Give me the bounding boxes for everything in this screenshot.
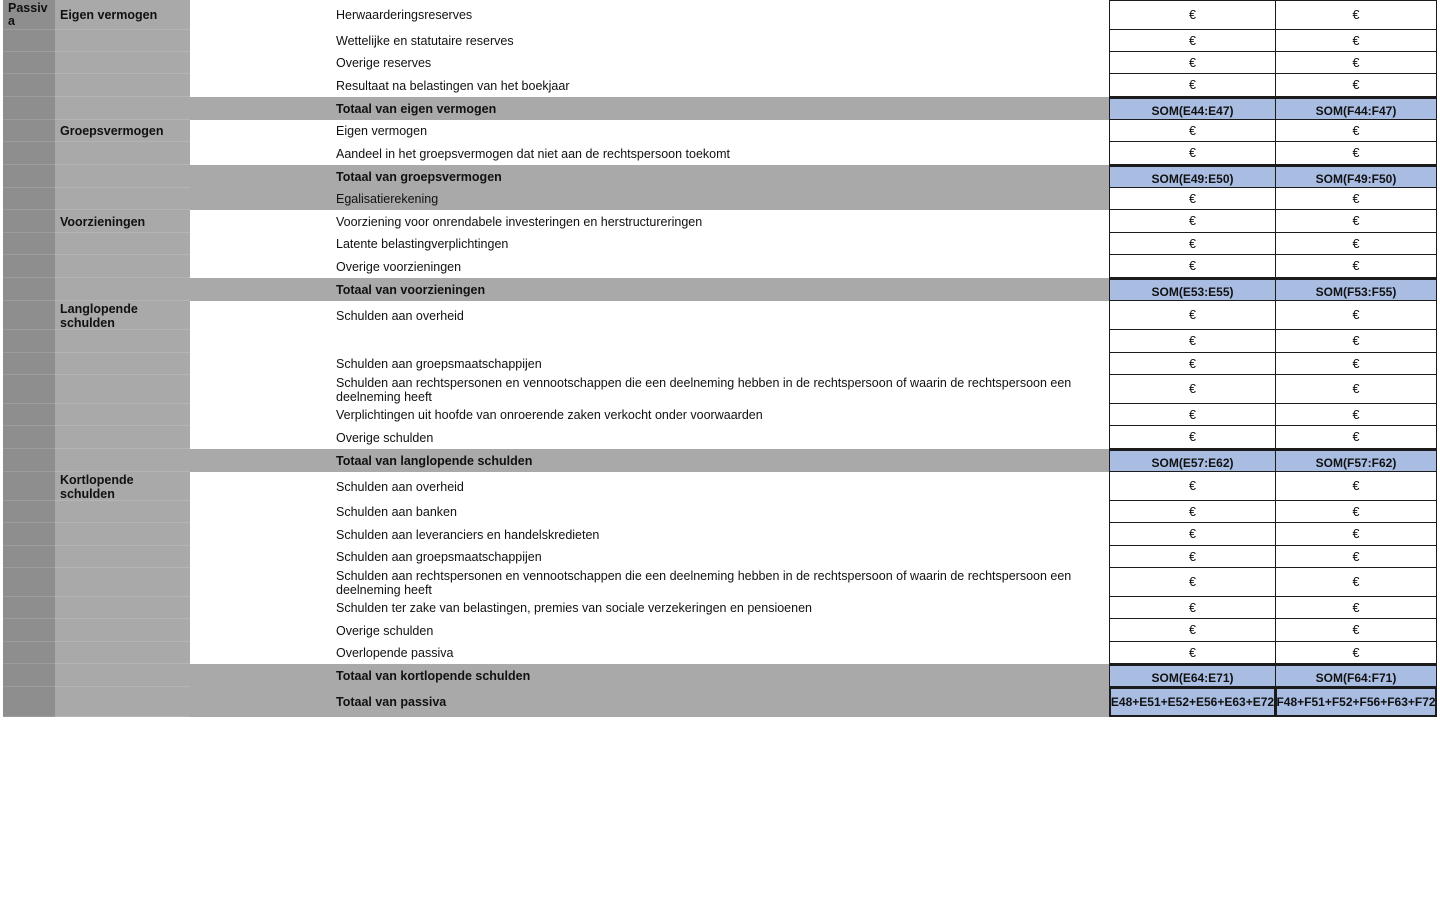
row-label: Schulden aan rechtspersonen en vennootschappen die een deelneming hebben in de rechtspersoon of waarin de rechtspersoon een deelneming heeft (336, 568, 1072, 597)
value-cell-current-year[interactable]: € (1109, 404, 1276, 426)
table-row (3, 330, 1437, 353)
grand-total-row (3, 687, 1437, 717)
row-label: Overige voorzieningen (336, 259, 462, 274)
value-cell-prior-year[interactable]: € (1276, 142, 1437, 165)
table-row (3, 375, 1437, 404)
value-cell-prior-year[interactable]: € (1276, 375, 1437, 404)
total-label: Totaal van kortlopende schulden (336, 668, 531, 683)
row-label (336, 330, 1096, 353)
table-row (3, 301, 1437, 330)
row-label: Aandeel in het groepsvermogen dat niet aan de rechtspersoon toekomt (336, 146, 731, 161)
table-row (3, 523, 1437, 546)
value-cell-prior-year[interactable]: € (1276, 568, 1437, 597)
row-label: Eigen vermogen (336, 124, 428, 138)
formula-cell-prior-year[interactable]: SOM(F53:F55) (1276, 278, 1437, 301)
total-label: Totaal van voorzieningen (336, 282, 486, 297)
value-cell-current-year[interactable]: € (1109, 501, 1276, 523)
table-row (3, 642, 1437, 664)
table-row (3, 142, 1437, 165)
table-row (3, 30, 1437, 52)
table-row (3, 597, 1437, 619)
row-label: Resultaat na belastingen van het boekjaar (336, 78, 570, 93)
value-cell-current-year[interactable]: € (1109, 74, 1276, 97)
table-row (3, 619, 1437, 642)
value-cell-current-year[interactable]: € (1109, 120, 1276, 142)
row-label: Egalisatierekening (336, 192, 439, 206)
value-cell-prior-year[interactable]: € (1276, 619, 1437, 642)
table-row (3, 404, 1437, 426)
value-cell-current-year[interactable]: € (1109, 619, 1276, 642)
formula-cell-current-year[interactable]: SOM(E44:E47) (1109, 97, 1276, 120)
row-label: Overige schulden (336, 430, 434, 445)
total-row (3, 165, 1437, 188)
value-cell-prior-year[interactable]: € (1276, 501, 1437, 523)
table-row (3, 188, 1437, 210)
total-row (3, 278, 1437, 301)
grand-total-label: Totaal van passiva (336, 695, 447, 709)
value-cell-current-year[interactable]: € (1109, 472, 1276, 501)
total-label: Totaal van langlopende schulden (336, 453, 533, 468)
value-cell-current-year[interactable]: € (1109, 546, 1276, 568)
value-cell-current-year[interactable]: € (1109, 0, 1276, 30)
value-cell-prior-year[interactable]: € (1276, 404, 1437, 426)
grand-total-formula-current-year[interactable]: E48+E51+E52+E56+E63+E72 (1109, 687, 1276, 717)
value-cell-prior-year[interactable]: € (1276, 597, 1437, 619)
row-label: Schulden ter zake van belastingen, premies van sociale verzekeringen en pensioenen (336, 601, 812, 615)
formula-cell-current-year[interactable]: SOM(E64:E71) (1109, 664, 1276, 687)
value-cell-current-year[interactable]: € (1109, 142, 1276, 165)
value-cell-prior-year[interactable]: € (1276, 353, 1437, 375)
value-cell-prior-year[interactable]: € (1276, 330, 1437, 353)
value-cell-current-year[interactable]: € (1109, 255, 1276, 278)
row-label: Overige reserves (336, 56, 432, 70)
total-row (3, 449, 1437, 472)
row-label: Latente belastingverplichtingen (336, 237, 509, 251)
value-cell-prior-year[interactable]: € (1276, 472, 1437, 501)
row-label: Wettelijke en statutaire reserves (336, 34, 514, 48)
value-cell-current-year[interactable]: € (1109, 375, 1276, 404)
formula-cell-current-year[interactable]: SOM(E57:E62) (1109, 449, 1276, 472)
value-cell-prior-year[interactable]: € (1276, 255, 1437, 278)
section-label: Passiva (8, 1, 48, 28)
value-cell-current-year[interactable]: € (1109, 426, 1276, 449)
value-cell-current-year[interactable]: € (1109, 233, 1276, 255)
value-cell-prior-year[interactable]: € (1276, 52, 1437, 74)
table-row (3, 472, 1437, 501)
value-cell-prior-year[interactable]: € (1276, 188, 1437, 210)
group-label-kortlopende-schulden: Kortlopende schulden (60, 473, 134, 501)
row-label: Schulden aan groepsmaatschappijen (336, 550, 542, 564)
value-cell-current-year[interactable]: € (1109, 330, 1276, 353)
table-row (3, 233, 1437, 255)
total-label: Totaal van groepsvermogen (336, 169, 502, 184)
value-cell-prior-year[interactable]: € (1276, 0, 1437, 30)
value-cell-current-year[interactable]: € (1109, 52, 1276, 74)
total-row (3, 664, 1437, 687)
value-cell-current-year[interactable]: € (1109, 597, 1276, 619)
total-row (3, 97, 1437, 120)
value-cell-current-year[interactable]: € (1109, 568, 1276, 597)
value-cell-current-year[interactable]: € (1109, 210, 1276, 233)
row-label: Voorziening voor onrendabele investeringen en herstructureringen (336, 214, 703, 229)
table-row (3, 74, 1437, 97)
table-row (3, 568, 1437, 597)
total-label: Totaal van eigen vermogen (336, 101, 497, 116)
row-label: Verplichtingen uit hoofde van onroerende zaken verkocht onder voorwaarden (336, 408, 763, 422)
value-cell-prior-year[interactable]: € (1276, 210, 1437, 233)
value-cell-current-year[interactable]: € (1109, 30, 1276, 52)
formula-cell-prior-year[interactable]: SOM(F57:F62) (1276, 449, 1437, 472)
table-row (3, 0, 1437, 30)
table-row (3, 501, 1437, 523)
value-cell-prior-year[interactable]: € (1276, 523, 1437, 546)
row-label: Schulden aan rechtspersonen en vennootschappen die een deelneming hebben in de rechtspersoon of waarin de rechtspersoon een deelneming heeft (336, 375, 1072, 404)
row-label: Herwaarderingsreserves (336, 8, 473, 22)
group-label-langlopende-schulden: Langlopende schulden (60, 302, 138, 330)
formula-cell-prior-year[interactable]: SOM(F64:F71) (1276, 664, 1437, 687)
table-row (3, 120, 1437, 142)
table-row (3, 546, 1437, 568)
formula-cell-current-year[interactable]: SOM(E53:E55) (1109, 278, 1276, 301)
row-label: Schulden aan overheid (336, 479, 464, 494)
table-row (3, 426, 1437, 449)
table-row (3, 52, 1437, 74)
row-label: Schulden aan banken (336, 505, 457, 519)
formula-cell-prior-year[interactable]: SOM(F49:F50) (1276, 165, 1437, 188)
value-cell-current-year[interactable]: € (1109, 642, 1276, 664)
value-cell-current-year[interactable]: € (1109, 188, 1276, 210)
table-row (3, 255, 1437, 278)
table-row (3, 210, 1437, 233)
value-cell-prior-year[interactable]: € (1276, 546, 1437, 568)
row-label: Schulden aan groepsmaatschappijen (336, 357, 542, 371)
formula-cell-current-year[interactable]: SOM(E49:E50) (1109, 165, 1276, 188)
row-label: Schulden aan leveranciers en handelskredieten (336, 527, 600, 542)
value-cell-prior-year[interactable]: € (1276, 301, 1437, 330)
value-cell-current-year[interactable]: € (1109, 353, 1276, 375)
formula-cell-prior-year[interactable]: SOM(F44:F47) (1276, 97, 1437, 120)
value-cell-prior-year[interactable]: € (1276, 30, 1437, 52)
grand-total-formula-prior-year[interactable]: F48+F51+F52+F56+F63+F72 (1276, 687, 1437, 717)
group-label-voorzieningen: Voorzieningen (60, 215, 146, 229)
table-row (3, 353, 1437, 375)
value-cell-current-year[interactable]: € (1109, 523, 1276, 546)
group-label-groepsvermogen: Groepsvermogen (60, 124, 164, 138)
row-label: Overlopende passiva (336, 646, 454, 660)
value-cell-prior-year[interactable]: € (1276, 233, 1437, 255)
value-cell-prior-year[interactable]: € (1276, 120, 1437, 142)
value-cell-prior-year[interactable]: € (1276, 426, 1437, 449)
row-label: Overige schulden (336, 623, 434, 638)
value-cell-current-year[interactable]: € (1109, 301, 1276, 330)
group-label-eigen-vermogen: Eigen vermogen (60, 8, 158, 22)
value-cell-prior-year[interactable]: € (1276, 642, 1437, 664)
value-cell-prior-year[interactable]: € (1276, 74, 1437, 97)
row-label: Schulden aan overheid (336, 308, 464, 323)
